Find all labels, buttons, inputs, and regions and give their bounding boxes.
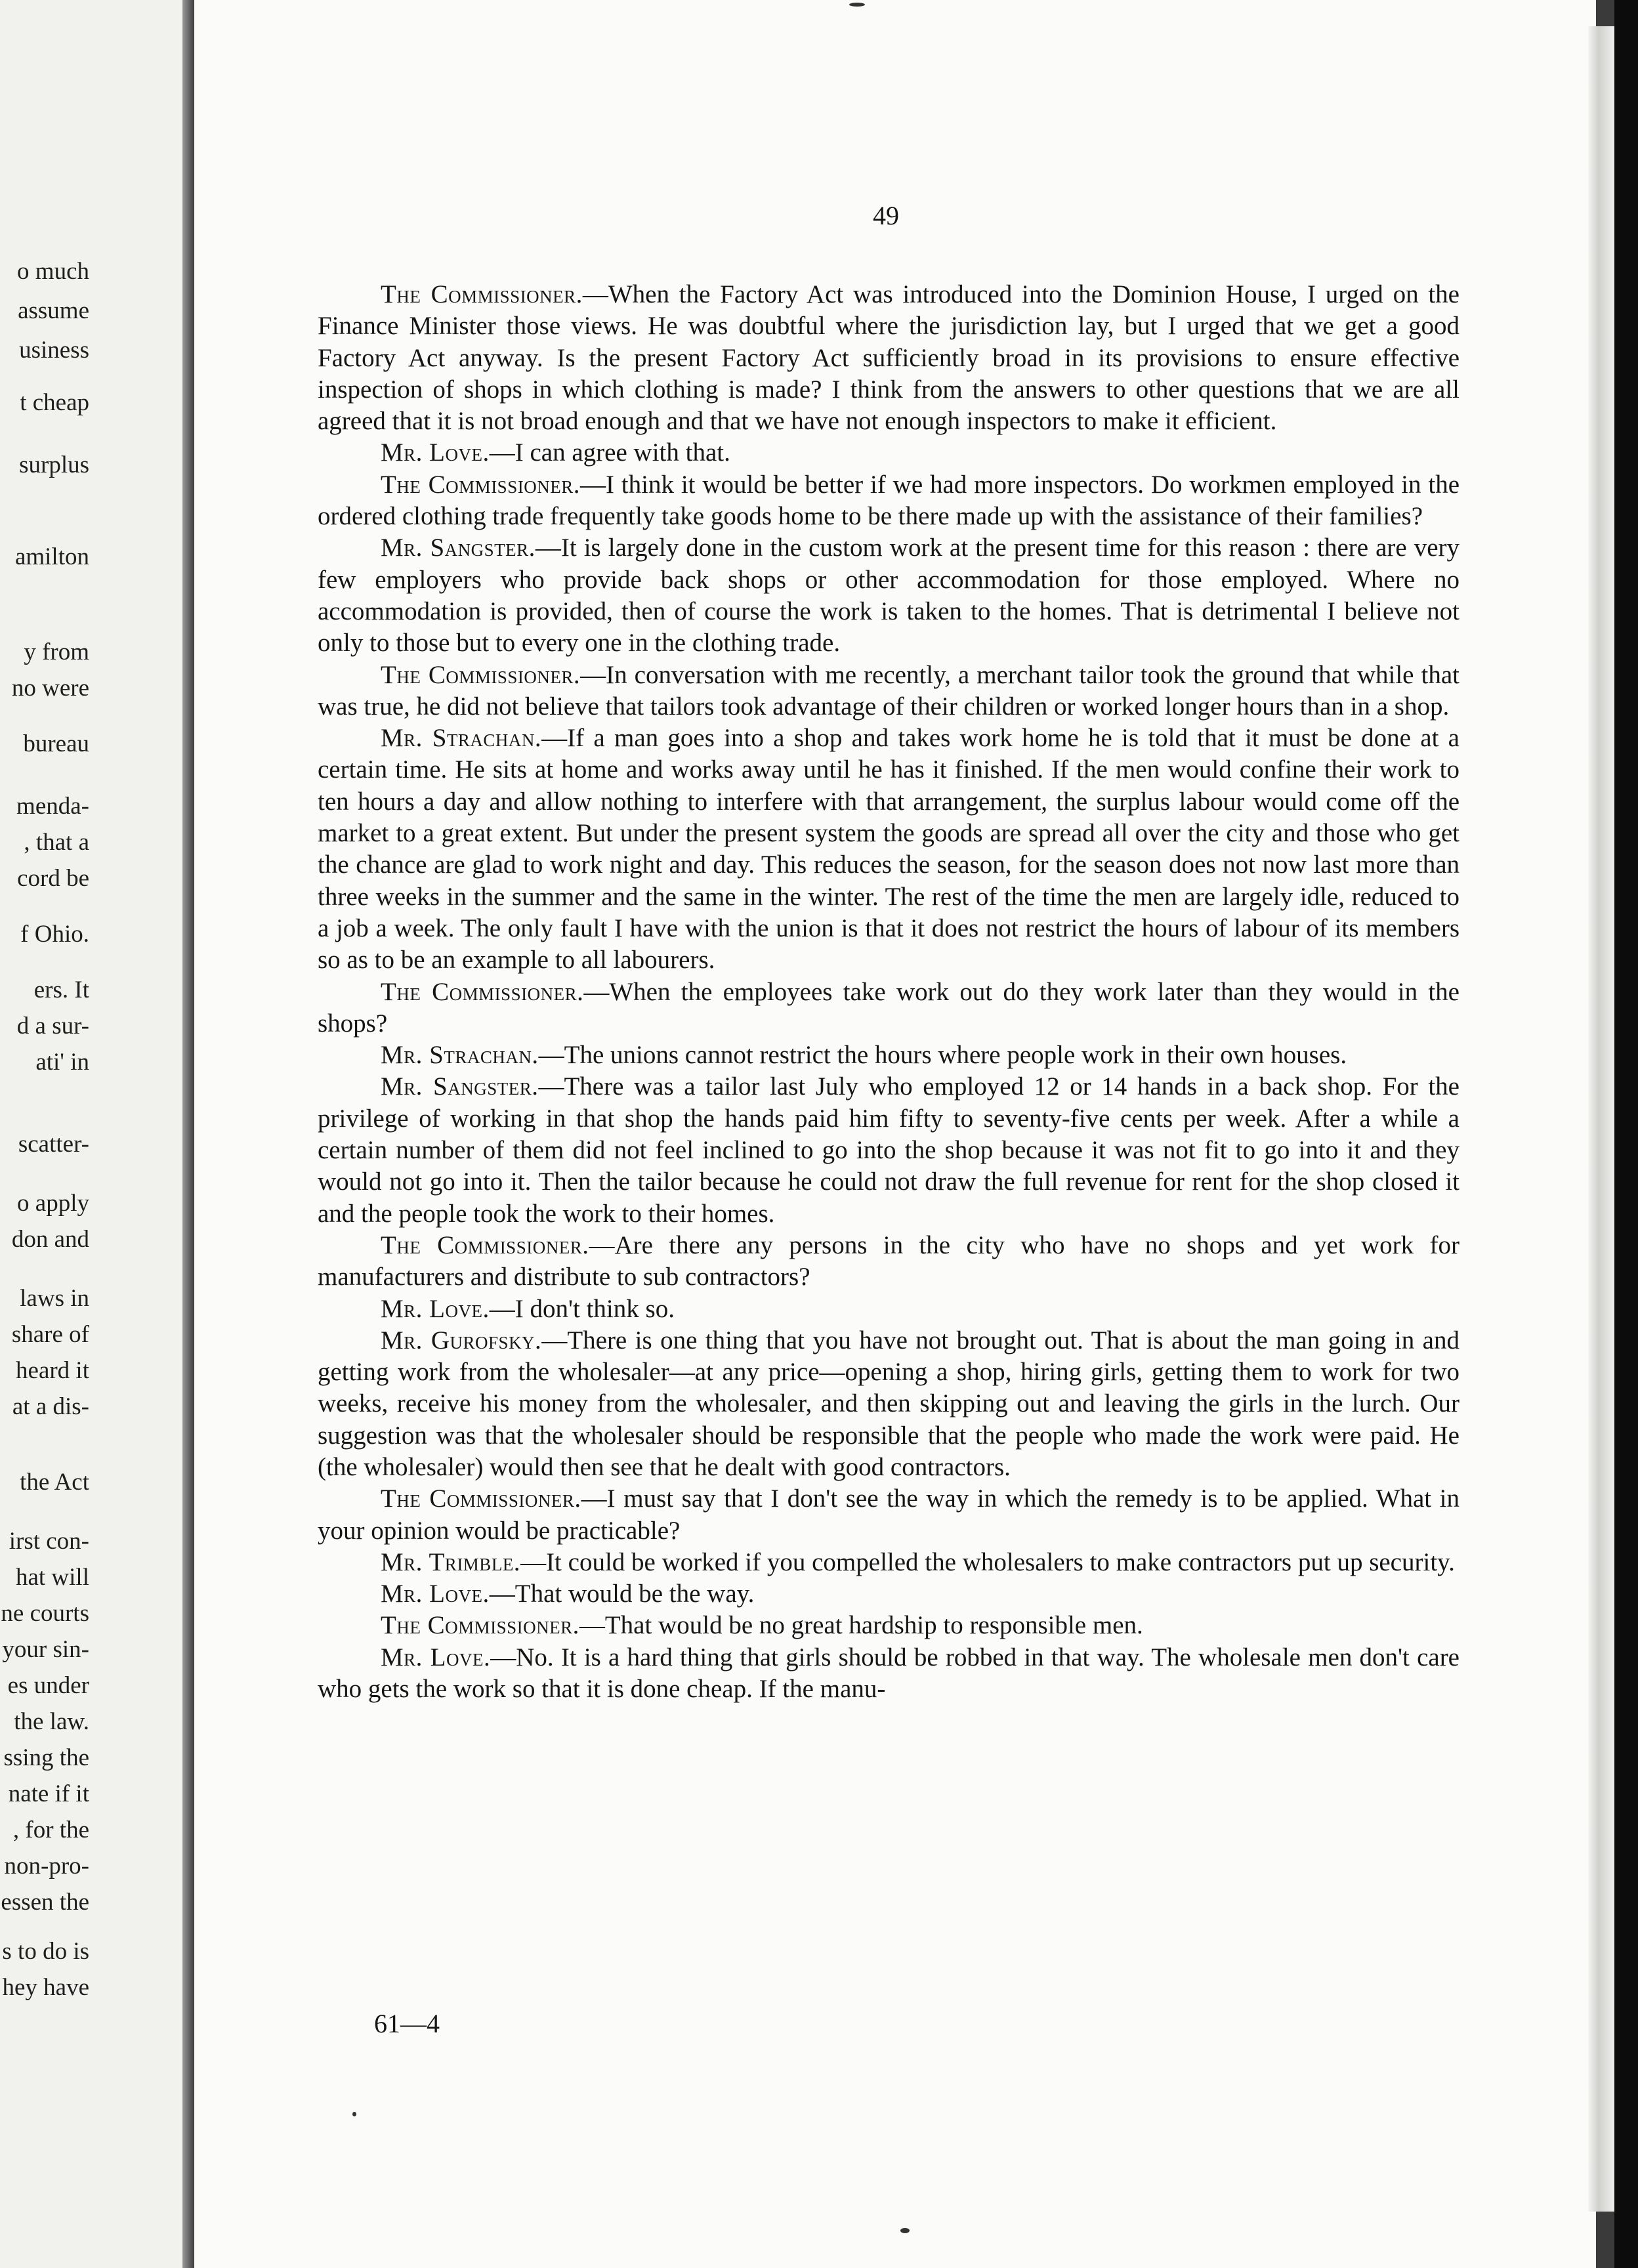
facing-page-line: heard it [16, 1357, 89, 1384]
testimony-text: —It is largely done in the custom work at the present time for this reason : there are very few employers who provide back shops or other accommodation for those employed. Where no accommodation is provided, then of course the work is taken to the homes. That is detrimental I believe not only to those but to every one in the clothing trade. [318, 534, 1460, 658]
ink-speck [900, 2228, 910, 2233]
testimony-text: —When the employees take work out do they work later than they would in the shops? [318, 977, 1460, 1038]
facing-page-line: hat will [15, 1564, 89, 1591]
facing-page-line: irst con- [9, 1528, 89, 1555]
speaker-name: Mr. Gurofsky. [381, 1326, 542, 1354]
testimony-text: —I can agree with that. [489, 438, 730, 467]
speaker-name: The Commissioner. [381, 660, 581, 689]
testimony-text: —I think it would be better if we had more inspectors. Do workmen employed in the ordered clothing trade frequently take goods home to be there made up with the assistance of their families? [318, 470, 1460, 531]
facing-page-line: cord be [17, 865, 89, 892]
facing-page-line: amilton [14, 543, 89, 570]
testimony-text: —I must say that I don't see the way in which the remedy is to be applied. What in your opinion would be practicable? [318, 1484, 1460, 1545]
facing-page-line: no were [11, 675, 89, 702]
facing-page-line: y from [24, 639, 89, 665]
transcript-body [318, 279, 1460, 1705]
testimony-paragraph [318, 976, 1460, 1040]
testimony-paragraph [318, 1483, 1460, 1547]
facing-page-line: s to do is [2, 1938, 89, 1965]
facing-page-line: non-pro- [4, 1853, 89, 1880]
speaker-name: The Commissioner. [381, 1230, 589, 1259]
facing-page-line: don and [11, 1226, 89, 1253]
facing-page-line: , that a [24, 829, 89, 856]
testimony-paragraph [318, 660, 1460, 723]
testimony-paragraph [318, 1040, 1460, 1071]
testimony-paragraph [318, 723, 1460, 976]
ink-speck [352, 2112, 356, 2116]
facing-page-line: t cheap [20, 389, 89, 416]
testimony-text: —If a man goes into a shop and takes work home he is told that it must be done at a certain time. He sits at home and works away until he has it finished. If the men would confine their work to ten hours a day and allow nothing to interfere with that arrangement, the surplus labour would come off the market to a great extent. But under the present system the goods are spread all over the city and those who get the chance are glad to work night and day. This reduces the season, for the season does not now last more than three weeks in the summer and the same in the winter. The rest of the time the men are largely idle, reduced to a job a week. The only fault I have with the union is that it does not restrict the hours of labour of its members so as to be an example to all labourers. [318, 724, 1460, 975]
facing-page-line: o apply [17, 1190, 89, 1217]
testimony-paragraph [318, 1325, 1460, 1483]
testimony-paragraph [318, 437, 1460, 469]
facing-page-line: , for the [12, 1816, 89, 1843]
facing-page-line: at a dis- [12, 1393, 89, 1420]
facing-page-line: share of [11, 1321, 89, 1348]
testimony-text: —I don't think so. [489, 1294, 675, 1323]
facing-page-line: ati' in [35, 1049, 89, 1076]
facing-page-line: nate if it [8, 1780, 89, 1807]
facing-page-line: ssing the [3, 1744, 89, 1771]
testimony-text: —There is one thing that you have not brought out. That is about the man going in and getting work from the wholesaler—at any price—opening a shop, hiring girls, getting them to work for two weeks, receive his money from the wholesaler, and then skipping out and leaving the girls in the lurch. Our suggestion was that the wholesaler should be responsible that the people who made the work were paid. He (the wholesaler) would then see that he dealt with good contractors. [318, 1326, 1460, 1481]
testimony-paragraph [318, 1230, 1460, 1293]
speaker-name: Mr. Love. [381, 1643, 491, 1671]
speaker-name: The Commissioner. [381, 280, 583, 308]
testimony-paragraph [318, 279, 1460, 437]
testimony-paragraph [318, 1578, 1460, 1610]
speaker-name: Mr. Love. [381, 1580, 490, 1608]
facing-page-line: essen the [1, 1889, 89, 1916]
testimony-text: —The unions cannot restrict the hours where people work in their own houses. [538, 1041, 1347, 1070]
speaker-name: Mr. Sangster. [381, 1072, 539, 1101]
facing-page-line: f Ohio. [20, 921, 89, 948]
facing-page-line: menda- [16, 793, 89, 820]
facing-page-line: the Act [20, 1469, 89, 1496]
page-number: 49 [873, 201, 899, 230]
testimony-text: —Are there any persons in the city who have no shops and yet work for manufacturers and distribute to sub contractors? [318, 1230, 1460, 1292]
speaker-name: The Commissioner. [381, 1484, 581, 1513]
facing-page-line: usiness [19, 337, 89, 364]
testimony-paragraph [318, 469, 1460, 533]
testimony-text: —In conversation with me recently, a merchant tailor took the ground that while that was true, he did not believe that tailors took advantage of their children or worked longer hours than in a shop. [318, 660, 1460, 721]
testimony-paragraph [318, 532, 1460, 659]
testimony-paragraph [318, 1610, 1460, 1641]
facing-page [0, 0, 188, 2268]
testimony-text: —That would be no great hardship to responsible men. [579, 1611, 1143, 1640]
page-edge [1588, 26, 1614, 2212]
facing-page-line: laws in [20, 1285, 89, 1312]
speaker-name: Mr. Love. [381, 1294, 490, 1323]
testimony-text: —No. It is a hard thing that girls should be robbed in that way. The wholesale men don't care who gets the work so that it is done cheap. If the manu- [318, 1643, 1460, 1704]
scan-background [1614, 0, 1638, 2268]
facing-page-line: surplus [19, 452, 89, 478]
facing-page-line: the law. [14, 1708, 89, 1735]
speaker-name: Mr. Strachan. [381, 1041, 539, 1070]
facing-page-line: es under [7, 1672, 89, 1699]
testimony-text: —There was a tailor last July who employed 12 or 14 hands in a back shop. For the privilege of working in that shop the hands paid him fifty to seventy-five cents per week. After a while a certain number of them did not feel inclined to go into the shop because it was not fit to go into it and they would not go into it. Then the tailor because he could not draw the full revenue for rent for the shop closed it and the people took the work to their homes. [318, 1072, 1460, 1228]
testimony-text: —When the Factory Act was introduced into the Dominion House, I urged on the Finance Minister those views. He was doubtful where the jurisdiction lay, but I urged that we get a good Factory Act anyway. Is the present Factory Act sufficiently broad in its provisions to ensure effective inspection of shops in which clothing is made? I think from the answers to other questions that we are all agreed that it is not broad enough and that we have not enough inspectors to make it efficient. [318, 280, 1460, 436]
speaker-name: The Commissioner. [381, 977, 584, 1006]
testimony-text: —It could be worked if you compelled the wholesalers to make contractors put up security. [520, 1547, 1455, 1576]
facing-page-text [0, 0, 89, 2268]
facing-page-line: scatter- [18, 1131, 89, 1158]
speaker-name: Mr. Sangster. [381, 534, 536, 562]
speaker-name: The Commissioner. [381, 1611, 579, 1640]
facing-page-line: o much [17, 258, 89, 285]
ink-speck [849, 3, 865, 7]
speaker-name: The Commissioner. [381, 470, 580, 499]
printer-signature: 61—4 [374, 2009, 440, 2038]
facing-page-line: bureau [23, 730, 89, 757]
facing-page-line: ne courts [1, 1600, 89, 1627]
facing-page-line: ers. It [33, 976, 89, 1003]
facing-page-line: your sin- [2, 1636, 89, 1663]
testimony-text: —That would be the way. [489, 1580, 755, 1608]
speaker-name: Mr. Strachan. [381, 724, 542, 753]
facing-page-line: hey have [2, 1974, 89, 2001]
facing-page-line: d a sur- [16, 1013, 89, 1040]
facing-page-line: assume [18, 297, 89, 324]
testimony-paragraph [318, 1547, 1460, 1578]
speaker-name: Mr. Love. [381, 438, 490, 467]
testimony-paragraph [318, 1071, 1460, 1229]
speaker-name: Mr. Trimble. [381, 1547, 521, 1576]
testimony-paragraph [318, 1642, 1460, 1706]
testimony-paragraph [318, 1293, 1460, 1325]
